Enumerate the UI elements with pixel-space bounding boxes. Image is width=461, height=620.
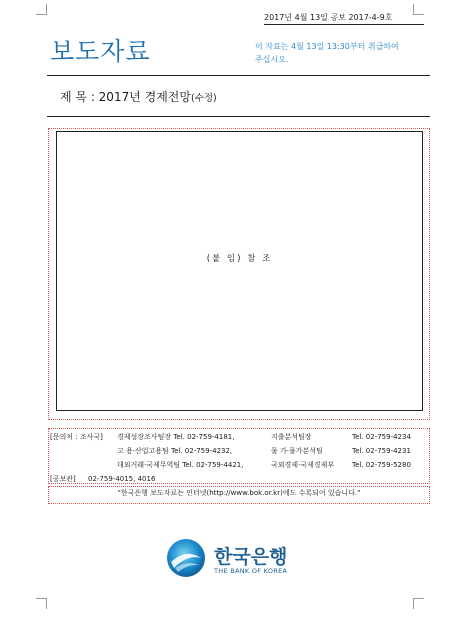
subject-suffix: (수정) bbox=[191, 93, 217, 104]
bank-logo-icon bbox=[166, 538, 206, 578]
crop-mark-bottom-right bbox=[413, 598, 424, 609]
contact-row bbox=[50, 472, 428, 486]
bank-logo bbox=[166, 538, 296, 578]
page-title: 보도자료 bbox=[50, 37, 151, 66]
website-notice: "한국은행 보도자료는 인터넷(http://www.bok.or.kr)에도 수록되어 있습니다." bbox=[117, 489, 361, 497]
embargo-line-2: 주십시오. bbox=[255, 55, 289, 64]
release-date-line: 2017년 4월 13일 공보 2017-4-9호 bbox=[264, 13, 393, 22]
crop-mark-bottom-left bbox=[36, 598, 47, 609]
contact-intl-phone: Tel. 02-759-5280 bbox=[352, 461, 411, 469]
contact-prices-phone: Tel. 02-759-4231 bbox=[352, 447, 411, 455]
contact-trade: 대외거래·국제무역팀 Tel. 02-759-4421, bbox=[117, 461, 244, 469]
pr-phone: 02-759-4015, 4016 bbox=[88, 475, 156, 483]
subject-label: 제 목 : bbox=[60, 90, 99, 104]
bank-name: 한국은행 bbox=[214, 546, 288, 568]
subject-title: 2017년 경제전망 bbox=[98, 90, 191, 104]
contact-row bbox=[50, 430, 428, 444]
attachment-frame bbox=[56, 131, 423, 411]
contact-expenditure: 지출분석팀장 bbox=[271, 433, 312, 441]
bank-english-name: THE BANK OF KOREA bbox=[214, 567, 288, 575]
subject-line bbox=[60, 88, 217, 105]
contact-row bbox=[50, 458, 428, 472]
contact-employment: 고 용·산업고용팀 Tel. 02-759-4232, bbox=[117, 447, 233, 455]
inquiry-label: [문의처 : 조사국] bbox=[50, 433, 103, 441]
header-rule-bottom bbox=[47, 116, 430, 117]
pr-label: [공보관] bbox=[50, 475, 76, 483]
contact-prices: 물 가·물가분석팀 bbox=[271, 447, 323, 455]
header-rule-top bbox=[47, 75, 430, 76]
contact-expenditure-phone: Tel. 02-759-4234 bbox=[352, 433, 411, 441]
date-underline bbox=[264, 24, 424, 25]
crop-mark-top-right bbox=[413, 4, 424, 15]
embargo-line-1: 이 자료는 4월 13일 13:30부터 취급하여 bbox=[255, 42, 399, 51]
crop-mark-top-left bbox=[36, 4, 47, 15]
contact-info bbox=[50, 430, 428, 486]
contact-intl: 국외경제·국제경제부 bbox=[271, 461, 335, 469]
contact-row bbox=[50, 444, 428, 458]
attachment-label: (붙 임) 참 조 bbox=[206, 254, 273, 264]
embargo-notice bbox=[255, 40, 425, 66]
contact-growth: 경제성장조사팀장 Tel. 02-759-4181, bbox=[117, 433, 235, 441]
